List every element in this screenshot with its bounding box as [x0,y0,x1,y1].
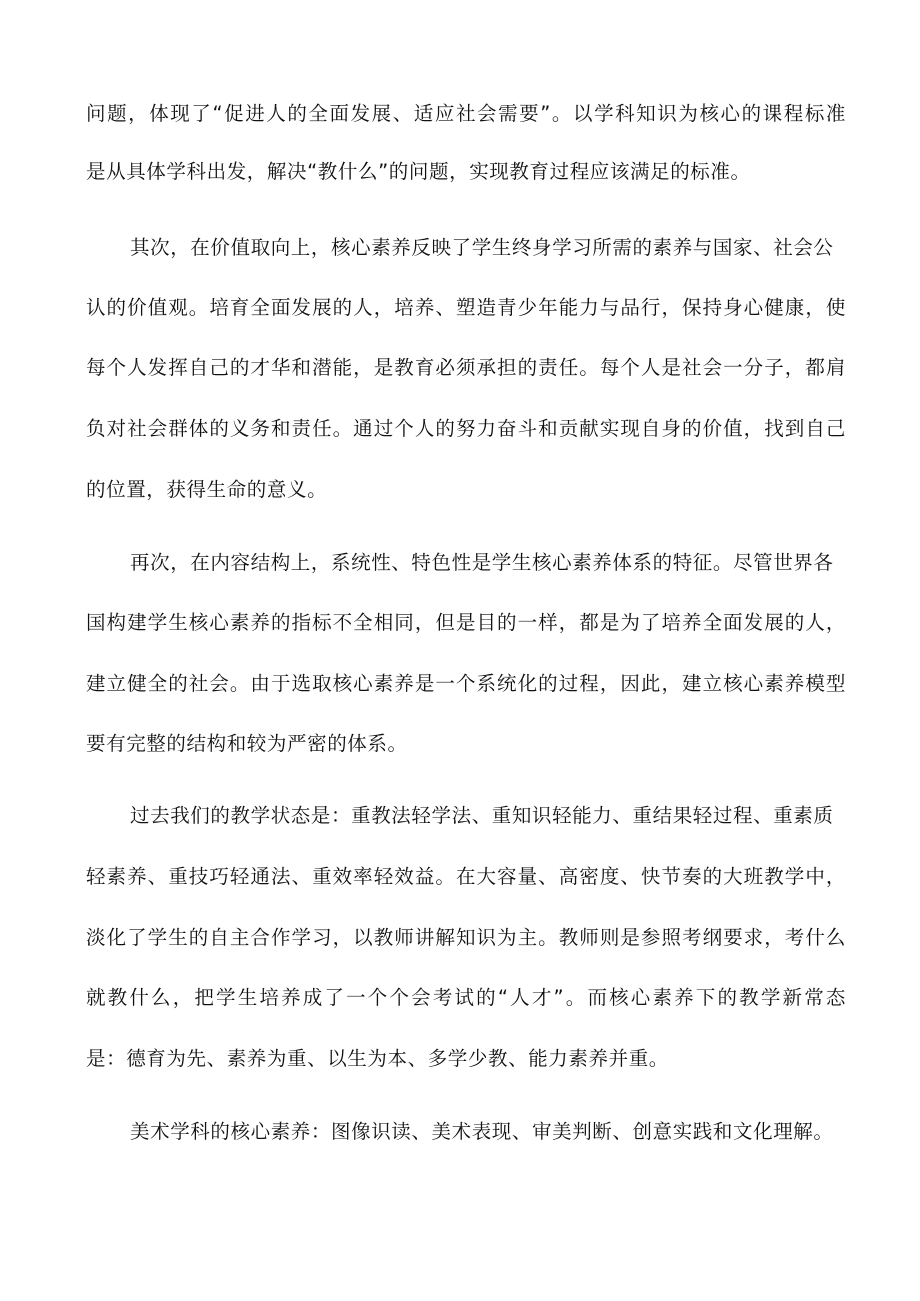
paragraph-line: 是：德育为先、素养为重、以生为本、多学少教、能力素养并重。 [86,1047,669,1070]
paragraph-line: 的位置，获得生命的意义。 [86,478,328,501]
paragraph-line: 再次，在内容结构上，系统性、特色性是学生核心素养体系的特征。尽管世界各 [130,551,834,574]
paragraph-line: 要有完整的结构和较为严密的体系。 [86,732,408,755]
paragraph-line: 淡化了学生的自主合作学习，以教师讲解知识为主。教师则是参照考纲要求，考什么 [86,926,846,949]
paragraph-line: 建立健全的社会。由于选取核心素养是一个系统化的过程，因此，建立核心素养模型 [86,672,846,695]
paragraph-line: 过去我们的教学状态是：重教法轻学法、重知识轻能力、重结果轻过程、重素质 [130,804,834,827]
paragraph-line: 轻素养、重技巧轻通法、重效率轻效益。在大容量、高密度、快节奏的大班教学中， [86,865,846,888]
paragraph-line: 是从具体学科出发，解决“教什么”的问题，实现教育过程应该满足的标准。 [86,160,751,183]
paragraph-line: 美术学科的核心素养：图像识读、美术表现、审美判断、创意实践和文化理解。 [130,1120,834,1143]
paragraph-line: 问题，体现了“促进人的全面发展、适应社会需要”。以学科知识为核心的课程标准 [86,102,846,125]
paragraph-line: 负对社会群体的义务和责任。通过个人的努力奋斗和贡献实现自身的价值，找到自己 [86,417,846,440]
paragraph-line: 国构建学生核心素养的指标不全相同，但是目的一样，都是为了培养全面发展的人， [86,611,846,634]
paragraph-line: 就教什么，把学生培养成了一个个会考试的“人才”。而核心素养下的教学新常态 [86,986,846,1009]
paragraph-line: 其次，在价值取向上，核心素养反映了学生终身学习所需的素养与国家、社会公 [130,236,834,259]
paragraph-line: 认的价值观。培育全面发展的人，培养、塑造青少年能力与品行，保持身心健康，使 [86,296,846,319]
paragraph-line: 每个人发挥自己的才华和潜能，是教育必须承担的责任。每个人是社会一分子，都肩 [86,356,846,379]
